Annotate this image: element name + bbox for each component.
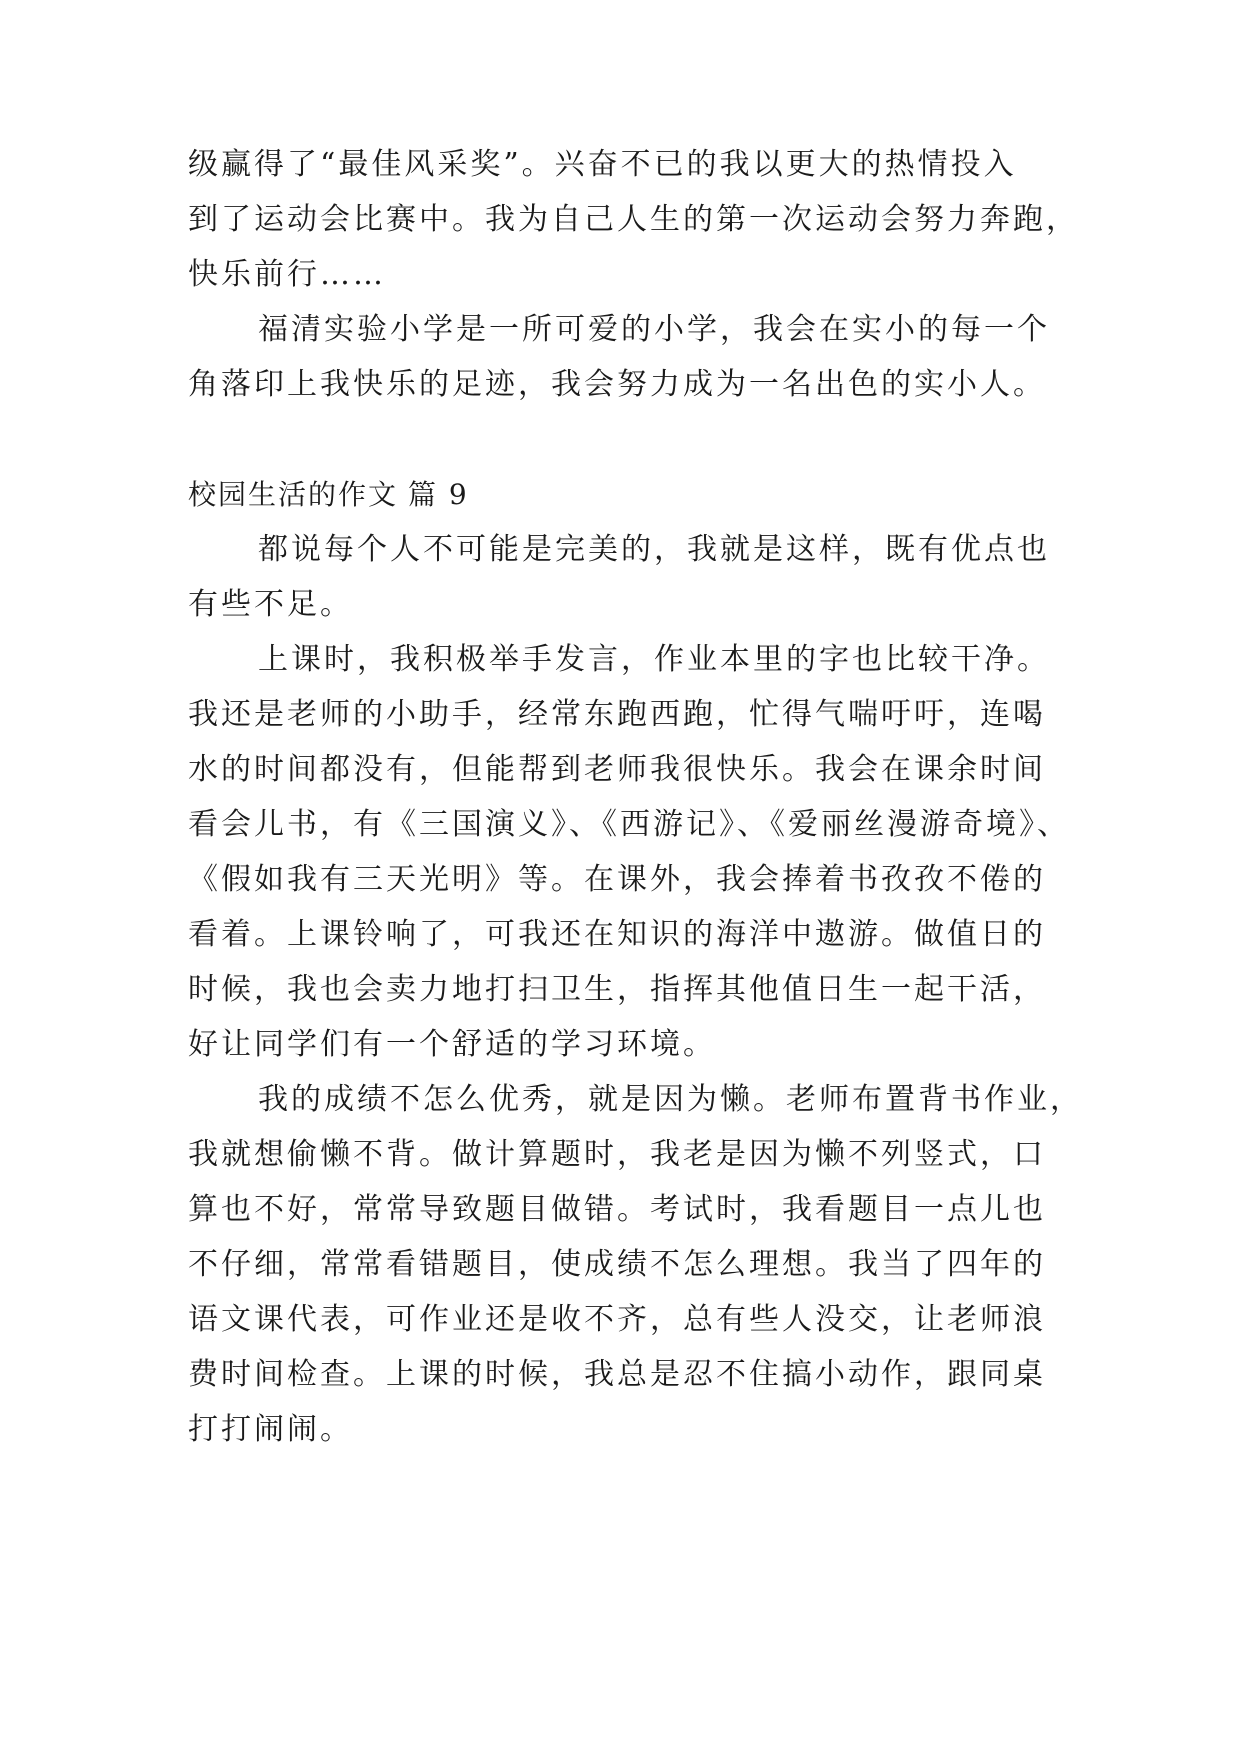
paragraph-line: 福清实验小学是一所可爱的小学，我会在实小的每一个 <box>258 312 1050 347</box>
paragraph-line: 语文课代表，可作业还是收不齐，总有些人没交，让老师浪 <box>188 1302 1046 1337</box>
paragraph-line: 角落印上我快乐的足迹，我会努力成为一名出色的实小人。 <box>188 367 1046 402</box>
paragraph-line: 不仔细，常常看错题目，使成绩不怎么理想。我当了四年的 <box>188 1247 1046 1282</box>
paragraph-line: 我还是老师的小助手，经常东跑西跑，忙得气喘吁吁，连喝 <box>188 697 1046 732</box>
paragraph-line: 快乐前行…… <box>188 257 386 292</box>
paragraph-line: 我就想偷懒不背。做计算题时，我老是因为懒不列竖式，口 <box>188 1137 1046 1172</box>
paragraph-line: 费时间检查。上课的时候，我总是忍不住搞小动作，跟同桌 <box>188 1357 1046 1392</box>
paragraph-line: 到了运动会比赛中。我为自己人生的第一次运动会努力奔跑， <box>188 202 1079 237</box>
section-title: 校园生活的作文 <box>188 478 399 511</box>
paragraph-line: 水的时间都没有，但能帮到老师我很快乐。我会在课余时间 <box>188 752 1046 787</box>
section-number: 篇 9 <box>408 478 469 511</box>
paragraph-line: 我的成绩不怎么优秀，就是因为懒。老师布置背书作业， <box>258 1082 1083 1117</box>
paragraph-line: 有些不足。 <box>188 587 353 622</box>
paragraph-line: 算也不好，常常导致题目做错。考试时，我看题目一点儿也 <box>188 1192 1046 1227</box>
paragraph-line: 时候，我也会卖力地打扫卫生，指挥其他值日生一起干活， <box>188 972 1046 1007</box>
paragraph-line: 上课时，我积极举手发言，作业本里的字也比较干净。 <box>258 642 1050 677</box>
paragraph-line: 看会儿书，有《三国演义》、《西游记》、《爱丽丝漫游奇境》、 <box>188 807 1070 842</box>
paragraph-line: 都说每个人不可能是完美的，我就是这样，既有优点也 <box>258 532 1050 567</box>
paragraph-line: 好让同学们有一个舒适的学习环境。 <box>188 1027 716 1062</box>
paragraph-line: 打打闹闹。 <box>188 1412 353 1447</box>
section-heading <box>188 475 469 515</box>
paragraph-line: 《假如我有三天光明》等。在课外，我会捧着书孜孜不倦的 <box>188 862 1046 897</box>
paragraph-line: 级赢得了“最佳风采奖”。兴奋不已的我以更大的热情投入 <box>188 147 1017 182</box>
paragraph-line: 看着。上课铃响了，可我还在知识的海洋中遨游。做值日的 <box>188 917 1046 952</box>
